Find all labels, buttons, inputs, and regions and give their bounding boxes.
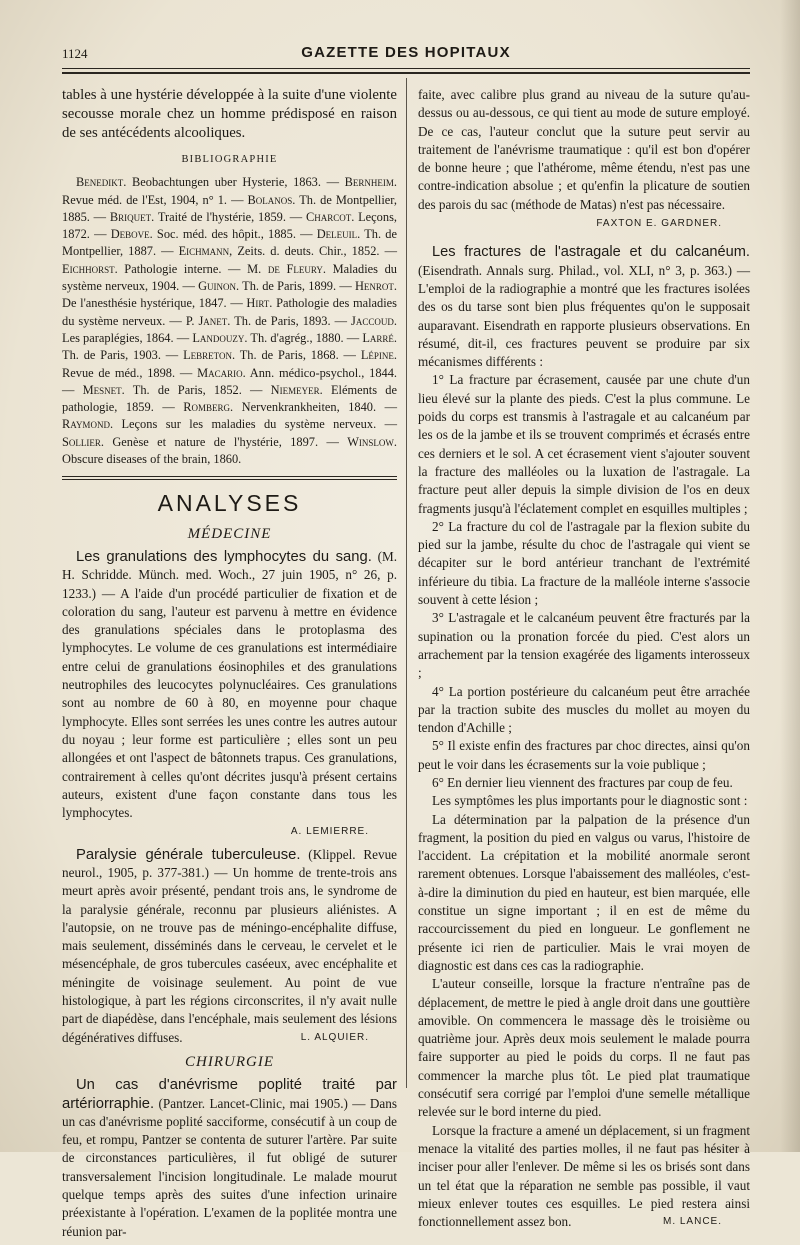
list-item: 3° L'astragale et le calcanéum peuvent être fracturés par la supination ou la pronation forcée du pied. C'est alors un arrachement par la tension exagérée des ligaments interosseux ; [418, 610, 750, 681]
column-divider [406, 78, 407, 1088]
bibliography-author: Henrot. [354, 279, 397, 294]
list-item: 6° En dernier lieu viennent des fractures par coup de feu. [432, 774, 733, 790]
header-rule [62, 68, 750, 69]
article-text: — Dans un cas d'anévrisme poplité sacciforme, consécutif à un coup de feu, et rompu, Pantzer se contenta de suturer l'artère. Par suite de circonstances particulières, il fut obligé de suturer transversalement l'incision longitudinale. Le malade mourut quelque temps après des suites d'une infection urinaire préexistante à l'opération. L'examen de la poplitée montra une réunion par- [62, 1095, 397, 1239]
paragraph-lorsque [418, 1122, 750, 1232]
article-text: Lorsque la fracture a amené un déplacement, si un fragment menace la vitalité des parties molles, il ne faut pas hésiter à inciser pour aller l'enlever. De même si les os brisés sont dans un tel état que la réparation ne semble pas possible, il vaut mieux enlever toutes ces esquilles. Le pied restera ainsi fonctionnellement assez bon. [418, 1122, 750, 1230]
article-reference: (Pantzer. Lancet-Clinic, mai 1905.) [158, 1095, 348, 1111]
header-rule-thick [62, 72, 750, 74]
bibliography-reference: Obscure diseases of the brain, 1860. [62, 452, 242, 467]
list-item: 2° La fracture du col de l'astragale par la flexion subite du pied sur la jambe, résulte du choc de l'astragale qui vient se décapiter sur le bord antérieur tranchant de l'extrémité inférieure du tibia. La fracture de la malléole interne s'associe souvent à cette lésion ; [418, 518, 750, 608]
article-signature: FAXTON E. GARDNER. [596, 218, 722, 230]
article-reference: (Klippel. Revue neurol., 1905, p. 377-381.) [62, 846, 398, 880]
article-anevrisme [62, 1076, 397, 1241]
bibliography-reference: Th. de Paris, 1852. — [124, 382, 271, 397]
article-signature: A. LEMIERRE. [290, 826, 369, 838]
bibliography-reference: Les paraplégies, 1864. — [62, 330, 193, 345]
list-item: 4° La portion postérieure du calcanéum peut être arrachée par la traction subite des muscles du mollet au moyen du tendon d'Achille ; [418, 683, 750, 736]
article-title: Les fractures de l'astragale et du calcanéum. [432, 244, 750, 261]
bibliography-author: Deleuil. [316, 227, 361, 242]
bibliography-author: Eichhorst. [62, 261, 118, 276]
section-rule [62, 476, 397, 477]
bibliography-reference: Pathologie des maladies du système nerveux. — [62, 296, 397, 328]
bibliography-author: Guinon. [198, 279, 240, 294]
paragraph-symptomes: Les symptômes les plus importants pour le diagnostic sont : [432, 793, 748, 809]
bibliography-author: Winslow. [347, 434, 397, 449]
section-rule-2 [62, 479, 397, 480]
article-text: — L'emploi de la radiographie a montré que les fractures isolées des os du tarse sont bien plus fréquentes qu'on le supposait auparavant. Eisendrath en rapporte plusieurs observations. En résumé, dit-il, ces fractures peuvent se produire par six mécanismes différents : [418, 262, 750, 370]
article-title: Les granulations des lymphocytes du sang. [76, 548, 372, 565]
bibliography-author: Lebreton. [183, 348, 236, 363]
article-text: — Un homme de trente-trois ans meurt après avoir présenté, pendant trois ans, le syndrome de la paralysie générale, reconnu par plusieurs aliénistes. A l'autopsie, on ne trouve pas de méningo-encéphalite diffuse, mais seulement, disséminés dans le cerveau, le cervelet et le mésencéphale, de gros tubercules caséeux, avec encéphalite et méningite de voisinage seulement. Au point de vue histologique, à part les régions circonscrites, il n'y avait nulle part de diapédèse, dans l'encéphale, mais seulement des lésions dégénératives diffuses. [62, 864, 397, 1045]
bibliography-author: Bolanos. [247, 192, 296, 207]
article-body [62, 846, 397, 1047]
bibliography-reference: Leçons, 1872. — [62, 209, 397, 242]
bibliography-author: Jaccoud. [351, 313, 397, 328]
bibliography-reference: Th. de Paris, 1868. — [235, 348, 361, 363]
bibliography-reference: Zeits. d. deuts. Chir., 1852. — [232, 244, 397, 259]
article-continuation: faite, avec calibre plus grand au niveau de la suture qu'au-dessus ou au-dessous, ce qui tient au mode de suture employé. De ce cas, l'auteur conclut que la suture peut servir au traitement de l'anévrisme traumatique : qu'il est bon d'opérer de bonne heure ; que l'athérome, même étendu, n'est pas une contre-indication absolue ; et qu'enfin la plicature de soutien des parois du sac (méthode de Matas) n'est pas nécessaire. [418, 87, 750, 212]
article-signature: L. ALQUIER. [300, 1031, 369, 1043]
article-body [62, 1076, 397, 1241]
article-intro [418, 243, 750, 371]
bibliography-author: Romberg. [183, 400, 234, 415]
bibliography-reference: Eléments de pathologie, 1859. — [62, 382, 397, 415]
article-body [62, 548, 397, 822]
article-text: — A l'aide d'un procédé particulier de fixation et de coloration du sang, l'auteur est parvenu à mettre en évidence des granulations spéciales dans le protoplasma des lymphocytes. Le volume de ces granulations est intermédiaire entre celui de granulations éosinophiles et des granulations neutrophiles des leucocytes polynucléaires. Ces granulations sont au nombre de 60 à 80, en moyenne pour chaque lymphocyte. Elles sont serrées les unes contre les autres autour du noyau ; leur forme est particulière ; elles sont un peu allongées et ont l'aspect de bâtonnets trapus. Ces granulations, contrairement à celles qu'ont décrites jusqu'à présent certains auteurs, existent d'une façon constante dans tous les lymphocytes. [62, 585, 398, 821]
bibliography-author: Eichmann, [178, 244, 233, 259]
bibliography-reference: Th. d'agrég., 1880. — [247, 330, 363, 345]
bibliography-author: Hirt. [246, 296, 273, 311]
article-title: Paralysie générale tuberculeuse. [76, 846, 301, 863]
bibliography-author: Debove. [110, 227, 153, 242]
bibliography-reference: Th. de Montpellier, 1887. — [62, 227, 398, 259]
paragraph-determination: La détermination par la palpation de la présence d'un fragment, la position du pied en valgus ou varus, l'histoire de l'accident. La crépitation et la mobilité anormale seront rarement obtenues. Lorsque l'abaissement des malléoles, c'est-à-dire la diminution du pied en hauteur, est bien marquée, elle constitue un signe important ; il en est de même du raccourcissement du pied en longueur. Le gonflement ne présente ici rien de particulier. Mais le vrai moyen de diagnostic est dans ces cas la radiographie. [418, 811, 750, 973]
bibliography-reference: Th. de Paris, 1903. — [62, 348, 184, 363]
bibliography-reference: Leçons sur les maladies du système nerveux. — [113, 417, 397, 432]
bibliography-author: Benedikt. [76, 175, 127, 190]
bibliography-reference: Ann. médico-psychol., 1844. — [62, 365, 397, 397]
subsection-medecine: MÉDECINE [187, 525, 272, 542]
bibliography-reference: Beobachtungen uber Hysterie, 1863. — [126, 175, 345, 190]
section-title: ANALYSES [157, 490, 302, 517]
bibliography-reference: Traité de l'hystérie, 1859. — [154, 209, 306, 224]
article-reference: (Eisendrath. Annals surg. Philad., vol. XLI, n° 3, p. 363.) [418, 262, 733, 278]
subsection-chirurgie: CHIRURGIE [185, 1053, 274, 1070]
page-header [62, 40, 750, 66]
bibliography-author: P. Janet. [185, 313, 231, 328]
bibliography-author: Niemeyer. [270, 382, 323, 397]
bibliography-reference: Revue de méd., 1898. — [62, 365, 198, 380]
bibliography-reference: Revue méd. de l'Est, 1904, n° 1. — [62, 192, 248, 207]
bibliography-author: Landouzy. [192, 330, 248, 345]
bibliography-reference: Maladies du système nerveux, 1904. — [62, 261, 398, 294]
page-number: 1124 [62, 46, 88, 61]
right-column [418, 86, 750, 1235]
page-gutter-shadow [780, 0, 800, 1152]
bibliography-author: Macario. [197, 365, 246, 380]
bibliography-reference: De l'anesthésie hystérique, 1847. — [62, 296, 247, 311]
bibliography-reference: Pathologie interne. — [117, 261, 248, 276]
article-signature: M. LANCE. [662, 1216, 722, 1228]
bibliography-author: Lépine. [360, 348, 397, 363]
bibliography-author: Bernheim. [344, 175, 397, 190]
paragraph-auteur: L'auteur conseille, lorsque la fracture n'entraîne pas de déplacement, de mettre le pied à angle droit dans une gouttière amovible. On commencera le massage dès le troisième ou quatrième jour. Après deux mois seulement le malade pourra faire supporter au pied le poids du corps. Il ne faut pas commencer la marche plus tôt. Le pied plat traumatique consécutif sera corrigé par l'emploi d'une semelle métallique relevée sur le bord interne du pied. [418, 976, 750, 1120]
bibliography-reference: Nervenkrankheiten, 1840. — [233, 400, 397, 415]
article-title: Un cas d'anévrisme poplité traité par artériorraphie. [62, 1077, 397, 1112]
bibliography-author: Sollier. [62, 434, 104, 449]
article-paralysie [62, 846, 397, 1047]
left-column [62, 86, 397, 1245]
journal-title: GAZETTE DES HOPITAUX [301, 44, 511, 61]
article-reference: (M. H. Schridde. Münch. med. Woch., 27 juin 1905, n° 26, p. 1233.) [62, 548, 398, 601]
article-fractures [418, 243, 750, 1231]
bibliography-reference: Th. de Paris, 1899. — [239, 279, 355, 294]
bibliography-list [62, 174, 397, 468]
bibliography-author: Raymond. [62, 417, 114, 432]
bibliography-author: Mesnet. [82, 382, 125, 397]
article-granulations [62, 548, 397, 842]
list-item: 5° Il existe enfin des fractures par choc directes, ainsi qu'on peut le voir dans les écrasements sur la voie publique ; [418, 738, 750, 772]
bibliography-reference: Soc. méd. des hôpit., 1885. — [152, 227, 317, 242]
bibliography-heading: BIBLIOGRAPHIE [181, 154, 278, 165]
bibliography-reference: Genèse et nature de l'hystérie, 1897. — [103, 434, 348, 449]
bibliography-author: Larré. [362, 330, 397, 345]
bibliography-reference: Th. de Montpellier, 1885. — [62, 192, 397, 224]
continuation-paragraph: tables à une hystérie développée à la suite d'une violente secousse morale chez un homme prédisposé en raison de ses antécédents alcooliques. [62, 87, 397, 141]
bibliography-author: Briquet. [109, 209, 155, 224]
list-item: 1° La fracture par écrasement, causée par une chute d'un lieu élevé sur la plante des pieds. C'est la plus commune. Le poids du corps est transmis à l'astragale et au calcanéum par les os de la jambe et ils se trouvent comprimés et écrasés entre ces derniers et le sol. A cet écrasement vient s'ajouter souvent la fracture des malléoles ou la luxation de l'astragale. La fracture peut aller depuis la simple division de l'os en deux fragments jusqu'à l'éclatement complet en esquilles multiples ; [418, 372, 750, 516]
bibliography-author: M. de Fleury. [247, 261, 326, 276]
bibliography-author: Charcot. [305, 209, 355, 224]
bibliography-reference: Th. de Paris, 1893. — [230, 313, 352, 328]
